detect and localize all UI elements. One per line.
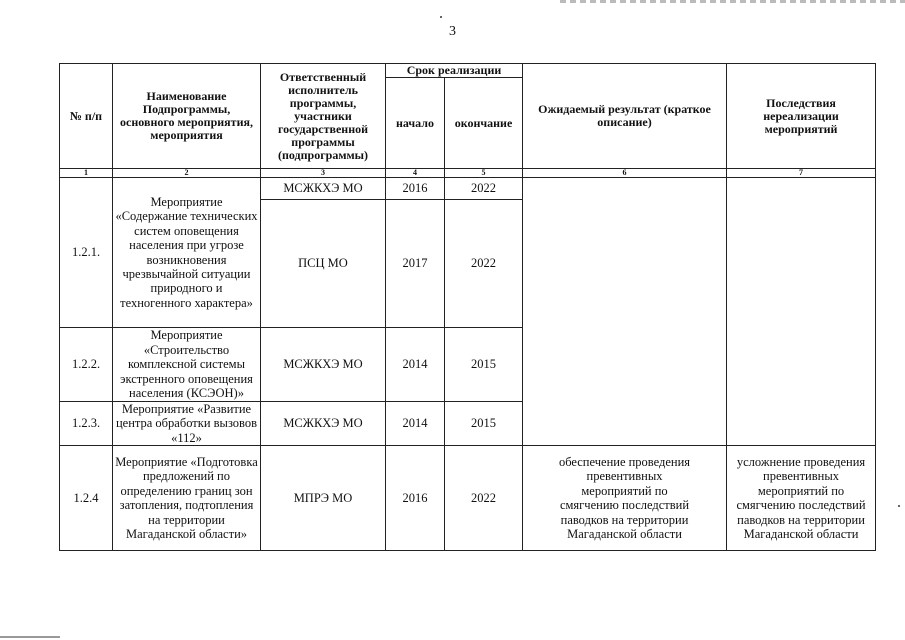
- column-number: 1: [60, 169, 113, 178]
- end-year: 2022: [445, 200, 523, 328]
- header-executor: Ответственный исполнитель программы, участники государственной программы (подпрограммы): [261, 64, 386, 169]
- column-number: 2: [113, 169, 261, 178]
- header-result: Ожидаемый результат (краткое описание): [523, 64, 727, 169]
- page-number: 3: [449, 24, 456, 39]
- consequence: усложнение проведения превентивных мероприятий по смягчению последствий паводков на территории Магаданской области: [727, 446, 876, 551]
- start-year: 2014: [386, 328, 445, 402]
- header-consequence: Последствия нереализации мероприятий: [727, 64, 876, 169]
- activity-name: Мероприятие «Содержание технических систем оповещения населения при угрозе возникновения чрезвычайной ситуации природного и техногенного характера»: [113, 178, 261, 328]
- header-period: Срок реализации: [386, 64, 523, 78]
- row-number: 1.2.4: [60, 446, 113, 551]
- end-year: 2015: [445, 402, 523, 446]
- result-cell-empty: [523, 178, 727, 446]
- row-number: 1.2.2.: [60, 328, 113, 402]
- scan-speck: [898, 505, 900, 507]
- header-name: Наименование Подпрограммы, основного мероприятия, мероприятия: [113, 64, 261, 169]
- activity-name: Мероприятие «Строительство комплексной системы экстренного оповещения населения (КСЭОН)»: [113, 328, 261, 402]
- activity-name: Мероприятие «Подготовка предложений по определению границ зон затопления, подтопления на территории Магаданской области»: [113, 446, 261, 551]
- column-number: 4: [386, 169, 445, 178]
- start-year: 2017: [386, 200, 445, 328]
- header-number: № п/п: [60, 64, 113, 169]
- executor: МСЖКХЭ МО: [261, 178, 386, 200]
- start-year: 2016: [386, 178, 445, 200]
- table-row: [60, 446, 876, 551]
- executor: МСЖКХЭ МО: [261, 328, 386, 402]
- column-number-row: [60, 169, 876, 178]
- executor: МПРЭ МО: [261, 446, 386, 551]
- consequence-cell-empty: [727, 178, 876, 446]
- program-table: [59, 63, 876, 551]
- header-end: окончание: [445, 78, 523, 169]
- column-number: 3: [261, 169, 386, 178]
- row-number: 1.2.3.: [60, 402, 113, 446]
- start-year: 2014: [386, 402, 445, 446]
- activity-name: Мероприятие «Развитие центра обработки вызовов «112»: [113, 402, 261, 446]
- expected-result: обеспечение проведения превентивных мероприятий по смягчению последствий паводков на территории Магаданской области: [523, 446, 727, 551]
- executor: МСЖКХЭ МО: [261, 402, 386, 446]
- column-number: 7: [727, 169, 876, 178]
- scan-artifact-top: [560, 0, 905, 3]
- row-number: 1.2.1.: [60, 178, 113, 328]
- scan-artifact-bottom: [0, 636, 60, 638]
- end-year: 2015: [445, 328, 523, 402]
- scan-speck: [440, 16, 442, 18]
- end-year: 2022: [445, 446, 523, 551]
- header-start: начало: [386, 78, 445, 169]
- end-year: 2022: [445, 178, 523, 200]
- executor: ПСЦ МО: [261, 200, 386, 328]
- start-year: 2016: [386, 446, 445, 551]
- table-row: [60, 178, 876, 200]
- column-number: 5: [445, 169, 523, 178]
- column-number: 6: [523, 169, 727, 178]
